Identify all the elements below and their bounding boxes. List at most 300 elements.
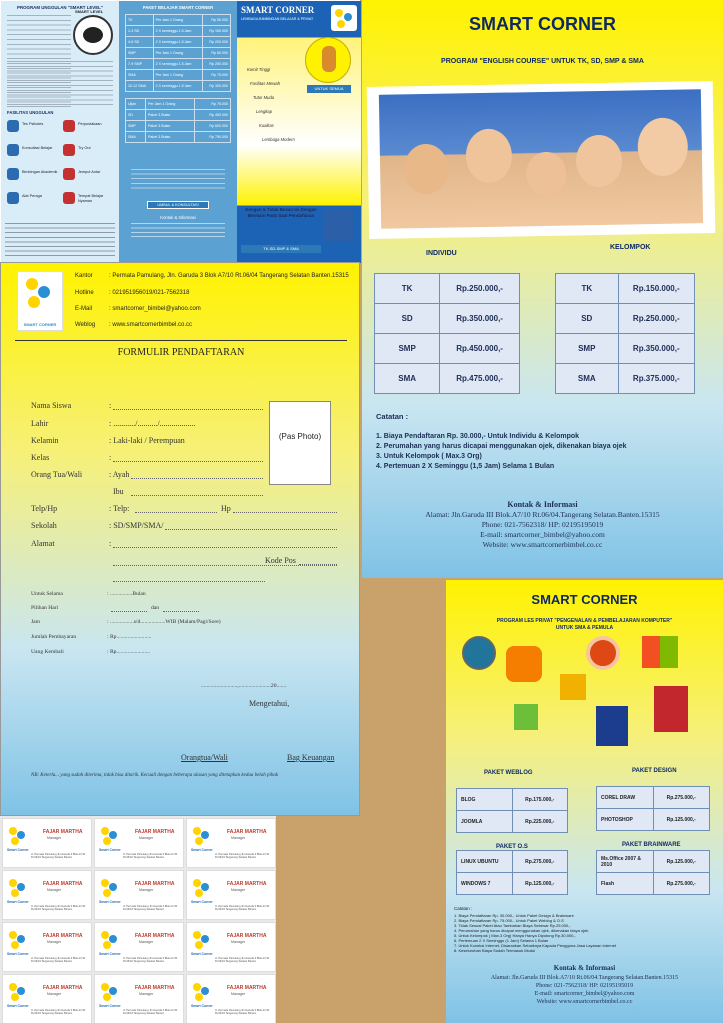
fasilitas-item (7, 118, 61, 138)
card-logo-icon-3 (103, 837, 111, 845)
computer-contact-title: Kontak & Informasi (553, 964, 616, 972)
mengetahui-label: Mengetahui, (249, 699, 290, 708)
card-role: Manager (231, 836, 246, 840)
brochure-right-item: Lengkap (256, 109, 273, 114)
photo-label: (Pas Photo) (278, 432, 322, 441)
brochure-right-item: Komit Tinggi (247, 67, 271, 72)
paket-cell: SMP (126, 48, 154, 59)
card-address: Jl. Permata Pamulang Jln.Garuda 3 Blok A7/10 Rt.06/04 Tangerang Selatan Banten (31, 905, 86, 912)
card-name: FAJAR MARTHA (135, 881, 175, 887)
wordpress-icon (462, 636, 496, 670)
office-icon (560, 674, 586, 700)
price-row (556, 364, 695, 394)
nama-field[interactable] (113, 409, 263, 410)
card-name: FAJAR MARTHA (135, 829, 175, 835)
fasilitas-icon (63, 192, 75, 204)
card-logo-icon (9, 879, 17, 887)
paket-design-label: PAKET DESIGN (632, 768, 677, 774)
brochure-right-list (247, 67, 307, 151)
computer-note: 1. Biaya Pendaftaran Rp. 30.000,- Untuk Paket Design & Brainware (454, 913, 574, 918)
english-contact-line: Alamat: Jln.Garuda III Blok.A7/10 Rt.06/04.Tangerang Selatan.Banten.15315 (425, 510, 660, 519)
card-name: FAJAR MARTHA (43, 933, 83, 939)
jam-label: Jam (31, 619, 41, 625)
paket-cell: Rp 200.000 (202, 37, 230, 48)
alamat-field-3[interactable] (113, 581, 265, 582)
price-level: SMP (375, 334, 440, 364)
price-row (556, 274, 695, 304)
paket-cell: Per Jam 1 Orang (153, 15, 202, 26)
kids-photo (379, 89, 703, 229)
card-logo-icon (193, 827, 201, 835)
brochure-right-item: Fasilitas Mewah (250, 81, 281, 86)
price-row (375, 364, 520, 394)
fasilitas-label: Tes Psikotes (22, 122, 44, 126)
graduate-icon (83, 27, 103, 43)
card-name: FAJAR MARTHA (43, 829, 83, 835)
card-name: FAJAR MARTHA (227, 881, 267, 887)
paket-cell: Rp 75.000 (195, 99, 231, 110)
sign-orangtua: Orangtua/Wali (181, 753, 228, 762)
card-address: Jl. Permata Pamulang Jln.Garuda 3 Blok A7/10 Rt.06/04 Tangerang Selatan Banten (123, 957, 178, 964)
english-contact-line: Phone: 021-7562318/ HP: 02195195019 (481, 520, 604, 529)
computer-course-ad (446, 580, 723, 1023)
ubuntu-icon (586, 636, 620, 670)
english-contact-title: Kontak & Informasi (507, 500, 578, 509)
paket-cell: Rp 50.000 (202, 15, 230, 26)
business-card (186, 974, 276, 1023)
computer-note: 7. Untuk Koneksi Internet, Disarankan Sebaiknya Kapada Pengguna Jasa Layanan Internet (454, 943, 617, 948)
brochure-right-item: Kualitas (259, 123, 274, 128)
paket-row (126, 70, 231, 81)
price-row (375, 304, 520, 334)
sekolah-value: : SD/SMP/SMA/ (109, 521, 164, 530)
brochure-kid-badge (305, 37, 351, 83)
paket-cell: Per Jam 1 Orang (153, 70, 202, 81)
card-logo-icon (193, 879, 201, 887)
weblog-label: Weblog (75, 322, 96, 328)
card-role: Manager (231, 992, 246, 996)
fasilitas-icon (7, 168, 19, 180)
card-address: Jl. Permata Pamulang Jln.Garuda 3 Blok A7/10 Rt.06/04 Tangerang Selatan Banten (215, 853, 270, 860)
comp-price: Rp.275.000,- (512, 851, 568, 873)
card-role: Manager (139, 940, 154, 944)
computer-contact (446, 974, 723, 1006)
computer-title: SMART CORNER (531, 592, 638, 607)
card-brand: Smart Corner (99, 900, 121, 904)
paket-cell: Rp 150.000 (202, 26, 230, 37)
comp-price-row (457, 789, 568, 811)
price-row (556, 334, 695, 364)
kelompok-price-table (555, 273, 695, 394)
paket-cell: 2 X seminggu 1.5 Jam (153, 81, 202, 92)
card-logo-icon-3 (195, 837, 203, 845)
comp-price: Rp.275.000,- (653, 787, 710, 809)
card-name: FAJAR MARTHA (227, 933, 267, 939)
fasilitas-label: Alat Peraga (22, 194, 42, 198)
fasilitas-icon (63, 120, 75, 132)
untuk-label: Untuk Selama (31, 591, 63, 597)
business-card (94, 974, 184, 1023)
english-note: 2. Perumahan yang harus dicapai menggunakan ojek, dikenakan biaya ojek (376, 443, 627, 450)
computer-catatan-label: Catatan : (454, 906, 473, 911)
paket-cell: Paket 3 Bulan (146, 132, 195, 143)
price-value: Rp.250.000,- (440, 274, 520, 304)
brochure-title: SMART CORNER (241, 5, 315, 15)
paket-row (126, 132, 231, 143)
english-contact-line: Website: www.smartcornerbimbel.co.cc (482, 540, 603, 549)
card-address: Jl. Permata Pamulang Jln.Garuda 3 Blok A7/10 Rt.06/04 Tangerang Selatan Banten (215, 1009, 270, 1016)
ibu-field[interactable] (131, 495, 263, 496)
paket-row (126, 59, 231, 70)
photo-box (269, 401, 331, 485)
design-price-table (596, 786, 710, 831)
comp-price-row (597, 851, 710, 873)
brochure-bar: TK-SD-SMP & SMA (241, 245, 321, 253)
blogger-icon (506, 646, 542, 682)
flash-icon (654, 686, 688, 732)
card-logo-icon (9, 931, 17, 939)
hotline-label: Hotline (75, 290, 94, 296)
price-level: SMA (375, 364, 440, 394)
kelompok-label: KELOMPOK (610, 244, 651, 251)
kodepos-field[interactable] (299, 564, 337, 565)
comp-price: Rp.125.000,- (512, 873, 568, 895)
business-card (2, 870, 92, 920)
paket-belajar-table (125, 14, 231, 92)
card-brand: Smart Corner (191, 848, 213, 852)
card-logo-icon-3 (11, 889, 19, 897)
paket-cell: SMA (126, 132, 146, 143)
card-logo-icon (101, 827, 109, 835)
form-logo-text: SMART CORNER (23, 322, 57, 327)
card-address: Jl. Permata Pamulang Jln.Garuda 3 Blok A7/10 Rt.06/04 Tangerang Selatan Banten (31, 853, 86, 860)
card-address: Jl. Permata Pamulang Jln.Garuda 3 Blok A7/10 Rt.06/04 Tangerang Selatan Banten (31, 1009, 86, 1016)
comp-package: BLOG (457, 789, 513, 811)
jam-field[interactable]: : .................s/d..................WIB (Malam/Pagi/Sore) (107, 619, 221, 625)
uang-label: Uang Kembali (31, 649, 64, 655)
email-label: E-Mail (75, 306, 93, 312)
business-card (94, 870, 184, 920)
fasilitas-item (63, 142, 117, 162)
brochure-footer-text (5, 223, 115, 259)
card-logo-icon-3 (11, 993, 19, 1001)
telp-value: : Telp: (109, 504, 130, 513)
untuk-field[interactable]: : ................Bulan (107, 591, 146, 597)
computer-contact-line: Alamat: Jln.Garuda III Blok.A7/10 Rt.06/04.Tangerang Selatan.Banten.15315 (490, 975, 679, 981)
sekolah-field[interactable] (165, 529, 337, 530)
card-brand: Smart Corner (7, 848, 29, 852)
fasilitas-item (63, 190, 117, 210)
business-cards-sheet (0, 816, 276, 1023)
paket-os-label: PAKET O.S (496, 844, 528, 850)
business-card (2, 974, 92, 1023)
brochure-middle-panel (119, 1, 237, 263)
card-role: Manager (231, 888, 246, 892)
computer-note: 8. Keseluruhan Biaya Sudah Termasuk Modul (454, 948, 536, 953)
brochure-contact-title: Kontak & Informasi (160, 215, 196, 220)
english-contact (362, 510, 723, 550)
comp-price-row (597, 787, 710, 809)
comp-package: LINUX UBUNTU (457, 851, 513, 873)
computer-notes (454, 913, 616, 953)
card-role: Manager (47, 836, 62, 840)
card-address: Jl. Permata Pamulang Jln.Garuda 3 Blok A7/10 Rt.06/04 Tangerang Selatan Banten (31, 957, 86, 964)
comp-price-row (597, 873, 710, 895)
corel-icon (514, 704, 538, 730)
card-role: Manager (47, 992, 62, 996)
english-course-ad (362, 0, 723, 578)
comp-package: Flash (597, 873, 654, 895)
paket-row (126, 48, 231, 59)
form-divider (15, 340, 347, 341)
comp-package: WINDOWS 7 (457, 873, 513, 895)
kelamin-field[interactable]: : Laki-laki / Perempuan (109, 436, 185, 445)
price-level: SD (556, 304, 619, 334)
english-title: SMART CORNER (469, 14, 616, 34)
card-logo-icon (101, 931, 109, 939)
card-logo-icon-3 (195, 889, 203, 897)
brochure-mid-notes (131, 169, 225, 191)
individu-price-table (374, 273, 520, 394)
alamat-field-2[interactable] (113, 565, 337, 566)
card-address: Jl. Permata Pamulang Jln.Garuda 3 Blok A7/10 Rt.06/04 Tangerang Selatan Banten (215, 957, 270, 964)
computer-note: 4. Perumahan yang harus dicapai menggunakan ojek, dikenakan biaya ojek (454, 928, 589, 933)
form-title: FORMULIR PENDAFTARAN (117, 347, 245, 358)
ortu-label: Orang Tua/Wali (31, 470, 83, 479)
computer-note: 3. Tidak Sesuai Paket Atau Tambahan Biaya Sebesar Rp.25.000,- (454, 923, 571, 928)
kodepos-label: Kode Pos (265, 556, 296, 565)
weblog-value: : www.smartcornerbimbel.co.cc (109, 322, 193, 328)
card-brand: Smart Corner (191, 900, 213, 904)
uang-field[interactable]: : Rp........................ (107, 649, 151, 655)
comp-price: Rp.175.000,- (512, 789, 568, 811)
comp-price: Rp.225.000,- (512, 811, 568, 833)
card-logo-icon-3 (11, 941, 19, 949)
paket-cell: Rp 75.000 (202, 70, 230, 81)
card-brand: Smart Corner (191, 1004, 213, 1008)
fasilitas-item (7, 166, 61, 186)
price-value: Rp.350.000,- (618, 334, 694, 364)
paket-cell: Rp 250.000 (202, 59, 230, 70)
paket-cell: Rp 300.000 (202, 81, 230, 92)
paket-cell: SMP (126, 121, 146, 132)
fasilitas-item (7, 142, 61, 162)
price-level: SMP (556, 334, 619, 364)
kelamin-label: Kelamin (31, 436, 59, 445)
computer-contact-line: Phone: 021-7562318/ HP: 02195195019 (535, 983, 634, 989)
computer-icon (323, 209, 353, 241)
fasilitas-item (7, 190, 61, 210)
card-role: Manager (139, 836, 154, 840)
comp-price-row (457, 873, 568, 895)
fasilitas-icon (7, 120, 19, 132)
paket-cell: 2 X seminggu 1.5 Jam (153, 26, 202, 37)
pilihan-field-2[interactable] (163, 611, 199, 612)
brochure-logo (331, 5, 357, 31)
paket-cell: 2 X seminggu 1.5 Jam (153, 59, 202, 70)
alamat-label: Alamat (31, 539, 55, 548)
jumlah-label: Jumlah Pembayaran (31, 634, 77, 640)
price-value: Rp.250.000,- (618, 304, 694, 334)
fasilitas-label: Perpustakaan (78, 122, 102, 126)
brochure-right-panel (237, 1, 361, 263)
windows-icon (642, 636, 678, 668)
computer-contact-line: Website: www.smartcornerbimbel.co.cc (536, 999, 633, 1005)
price-row (375, 334, 520, 364)
card-address: Jl. Permata Pamulang Jln.Garuda 3 Blok A7/10 Rt.06/04 Tangerang Selatan Banten (123, 1009, 178, 1016)
paket-cell: SD (126, 110, 146, 121)
registration-form: SMART CORNER Kantor : Permata Pamulang, Jln. Garuda 3 Blok A7/10 Rt.06/04 Tangerang Selatan Banten.15315 Hotline : 021951956019/021-7562318 E-Mail : smartcorner_bimbel@yahoo.com Weblog : www.smartcornerbimbel.co.cc FORMULIR PENDAFTARAN (Pas Photo) Nama Siswa : Lahir : .........../........../.................. Kelamin : Laki-laki / Perempuan Kelas : Orang Tua/Wali : Ayah Ibu Telp/Hp : Telp: Hp Sekolah : SD/SMP/SMA/ Alamat : Kode Pos Untuk Selama : ................Bulan Pilihan Hari dan Jam : .................s/d..................WIB (Malam/Pagi/Sore) Jumlah Pembayaran : Rp......................... Uang Kembali : Rp........................ ..........................,.......................20....... Mengetahui, Orangtua/Wali Bag Keuangan NB: Keterlu... yang sudah diterima, tidak bisa ditarik. Kecuali dengan beberapa alasan yang ditetapkan kedua belah pihak (0, 262, 360, 816)
hotline-value: : 021951956019/021-7562318 (109, 290, 190, 296)
pilihan-value: dan (151, 605, 160, 611)
card-logo-icon (101, 879, 109, 887)
card-brand: Smart Corner (99, 848, 121, 852)
paket-row (126, 26, 231, 37)
price-row (556, 304, 695, 334)
card-logo-icon (193, 931, 201, 939)
nb-note: NB: Keterlu... yang sudah diterima, tidak bisa ditarik. Kecuali dengan beberapa alasan yang ditetapkan kedua belah pihak (31, 773, 279, 778)
sign-keuangan: Bag Keuangan (287, 753, 335, 762)
comp-price-row (457, 811, 568, 833)
business-card (2, 922, 92, 972)
card-role: Manager (47, 940, 62, 944)
card-brand: Smart Corner (99, 1004, 121, 1008)
lahir-field[interactable]: : .........../........../.................. (109, 419, 196, 428)
kantor-label: Kantor (75, 273, 93, 279)
brochure-subtitle: LEMBAGA BIMBINGAN BELAJAR & PRIVAT (241, 17, 314, 21)
brochure-right-item: Lembaga Modern (262, 137, 295, 142)
kantor-value: : Permata Pamulang, Jln. Garuda 3 Blok A7/10 Rt.06/04 Tangerang Selatan Banten.15315 (109, 273, 349, 279)
card-logo-icon-3 (103, 941, 111, 949)
business-card (94, 818, 184, 868)
computer-subtitle-2: UNTUK SMA & PEMULA (555, 625, 614, 631)
computer-note: 5. Untuk Kelompok ( Max.3 Org) Hanya Hanya Dipotong Rp.30.000,- (454, 933, 576, 938)
english-subtitle: PROGRAM "ENGLISH COURSE" UNTUK TK, SD, SMP & SMA (441, 58, 644, 65)
weblog-price-table (456, 788, 568, 833)
price-value: Rp.450.000,- (440, 334, 520, 364)
card-role: Manager (139, 992, 154, 996)
card-name: FAJAR MARTHA (135, 985, 175, 991)
price-row (375, 274, 520, 304)
comp-price: Rp.125.000,- (653, 851, 710, 873)
hp-label: Hp (221, 504, 231, 513)
hp-field[interactable] (233, 512, 337, 513)
ayah-field[interactable] (131, 478, 263, 479)
pilihan-label: Pilihan Hari (31, 605, 59, 611)
computer-note: 2. Biaya Pendaftaran Rp. 75.000,- Untuk Paket Weblog & O.S (454, 918, 564, 923)
brochure-text-block-2 (7, 61, 113, 107)
card-name: FAJAR MARTHA (43, 985, 83, 991)
card-name: FAJAR MARTHA (227, 829, 267, 835)
sekolah-label: Sekolah (31, 521, 57, 530)
business-card (186, 870, 276, 920)
comp-package: Ms.Office 2007 & 2010 (597, 851, 654, 873)
brochure-left-panel (1, 1, 119, 263)
computer-subtitle: PROGRAM LES PRIVAT "PENGENALAN & PEMBELAJARAN KOMPUTER" (496, 618, 673, 624)
paket-row (126, 99, 231, 110)
paket-row (126, 15, 231, 26)
card-logo-icon (193, 983, 201, 991)
comp-package: COREL DRAW (597, 787, 654, 809)
brochure (0, 0, 360, 262)
card-logo-icon-3 (103, 889, 111, 897)
card-brand: Smart Corner (191, 952, 213, 956)
paket-cell: Rp 600.000 (195, 121, 231, 132)
telp-label: Telp/Hp (31, 504, 58, 513)
brainware-price-table (596, 850, 710, 895)
ayah-label: : Ayah (109, 470, 130, 479)
card-role: Manager (139, 888, 154, 892)
brochure-right-footer: Dengan & Tidak Bosan Ini Dengan Bermain Pada Saat Pendaftaran (245, 207, 317, 218)
pilihan-field-1[interactable] (111, 611, 147, 612)
paket-belajar-header: PAKET BELAJAR SMART CORNER (142, 5, 214, 10)
comp-price: Rp.275.000,- (653, 873, 710, 895)
jumlah-field[interactable]: : Rp......................... (107, 634, 152, 640)
photoshop-icon (596, 706, 628, 746)
card-brand: Smart Corner (7, 1004, 29, 1008)
business-card (2, 818, 92, 868)
ibu-label: Ibu (113, 487, 124, 496)
smart-level-badge (73, 15, 113, 55)
price-level: SD (375, 304, 440, 334)
card-name: FAJAR MARTHA (227, 985, 267, 991)
card-address: Jl. Permata Pamulang Jln.Garuda 3 Blok A7/10 Rt.06/04 Tangerang Selatan Banten (215, 905, 270, 912)
price-level: TK (375, 274, 440, 304)
english-catatan-label: Catatan : (376, 412, 409, 421)
os-price-table (456, 850, 568, 895)
paket-cell: Ujian (126, 99, 146, 110)
comp-package: JOOMLA (457, 811, 513, 833)
paket-row (126, 121, 231, 132)
price-value: Rp.150.000,- (618, 274, 694, 304)
paket-cell: Rp 450.000 (195, 110, 231, 121)
email-value: : smartcorner_bimbel@yahoo.com (109, 306, 201, 312)
fasilitas-label: Konsultasi Belajar (22, 146, 53, 150)
card-address: Jl. Permata Pamulang Jln.Garuda 3 Blok A7/10 Rt.06/04 Tangerang Selatan Banten (123, 853, 178, 860)
fasilitas-header: FASILITAS UNGGULAN (7, 110, 54, 115)
paket-cell: Paket 3 Bulan (146, 110, 195, 121)
alamat-field-1[interactable] (113, 547, 337, 548)
fasilitas-icon (7, 192, 19, 204)
kelas-field[interactable] (113, 461, 263, 462)
date-field[interactable]: ..........................,.......................20....... (201, 683, 287, 689)
paket-weblog-label: PAKET WEBLOG (484, 770, 533, 776)
telp-field[interactable] (135, 512, 217, 513)
comp-price: Rp.125.000,- (653, 809, 710, 831)
nama-label: Nama Siswa (31, 401, 72, 410)
card-logo-icon-3 (195, 993, 203, 1001)
fasilitas-icon (7, 144, 19, 156)
brochure-right-item: Tutor Muda (253, 95, 275, 100)
fasilitas-icon (63, 168, 75, 180)
english-note: 4. Pertemuan 2 X Seminggu (1,5 Jam) Selama 1 Bulan (376, 463, 555, 470)
brochure-ribbon: UNTUK SEMUA (307, 85, 351, 93)
price-level: TK (556, 274, 619, 304)
card-logo-icon (9, 827, 17, 835)
paket-cell: 7-9 SMP (126, 59, 154, 70)
card-role: Manager (47, 888, 62, 892)
paket-cell: Per Jam 1 Orang (153, 48, 202, 59)
english-notes (376, 432, 627, 472)
price-value: Rp.475.000,- (440, 364, 520, 394)
paket-cell: Per Jam 1 Orang (146, 99, 195, 110)
price-value: Rp.350.000,- (440, 304, 520, 334)
card-name: FAJAR MARTHA (135, 933, 175, 939)
fasilitas-label: Try Out (78, 146, 91, 150)
comp-price-row (457, 851, 568, 873)
card-logo-icon-3 (11, 837, 19, 845)
paket-cell: 2 X seminggu 1.5 Jam (153, 37, 202, 48)
